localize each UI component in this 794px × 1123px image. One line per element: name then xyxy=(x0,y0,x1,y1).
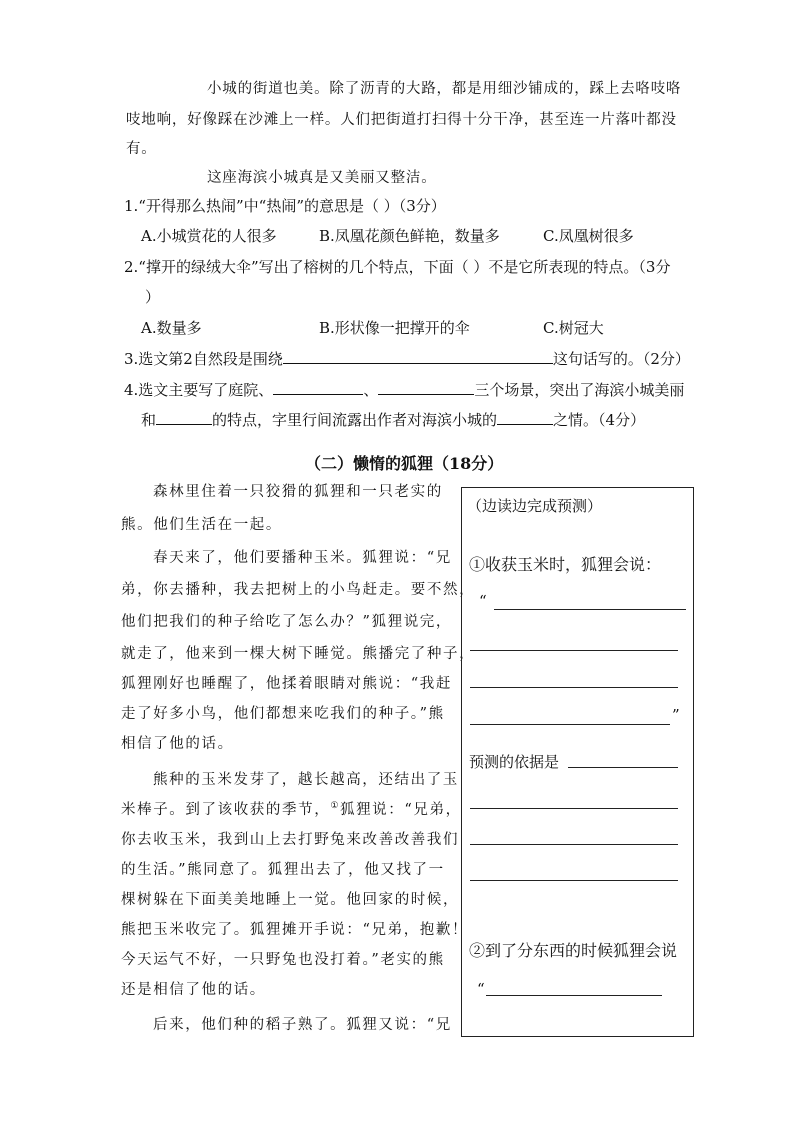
basis-line-4[interactable] xyxy=(470,880,678,881)
story-line-13: 的生活。”熊同意了。狐狸出去了，他又找了一 xyxy=(121,862,445,878)
answer-line-4[interactable] xyxy=(470,724,670,725)
passage1-line1: 小城的街道也美。除了沥青的大路，都是用细沙铺成的，踩上去咯吱咯 xyxy=(207,81,682,97)
story-line-16: 今天运气不好，一只野兔也没打着。”老实的熊 xyxy=(121,952,445,968)
q3-suffix: 这句话写的。（2分） xyxy=(552,350,690,368)
story-line-11 xyxy=(121,798,462,819)
q4-blank-1[interactable] xyxy=(273,380,363,395)
basis-line-2[interactable] xyxy=(470,808,678,809)
q1-option-c: C.凤凰树很多 xyxy=(543,227,634,245)
story-line-8: 走了好多小鸟，他们都想来吃我们的种子。”熊 xyxy=(121,706,445,722)
open-quote-1: “ xyxy=(479,592,487,610)
story-line-11-quote: 狐狸说：“兄弟， xyxy=(339,802,462,818)
open-quote-2: “ xyxy=(477,980,485,998)
story-line-6: 就走了，他来到一棵大树下睡觉。熊播完了种子， xyxy=(121,646,476,662)
passage1-line3: 有。 xyxy=(126,141,157,157)
story-line-18: 后来，他们种的稻子熟了。狐狸又说：“兄 xyxy=(153,1017,452,1033)
prediction-prompt-1: ①收获玉米时，狐狸会说： xyxy=(469,555,662,574)
question-4-line2 xyxy=(141,409,645,430)
q4-l2b: 的特点，字里行间流露出作者对海滨小城的 xyxy=(212,411,498,429)
passage1-line4: 这座海滨小城真是又美丽又整洁。 xyxy=(207,170,437,186)
story-line-17: 还是相信了他的话。 xyxy=(121,982,266,998)
story-line-10: 熊种的玉米发芽了，越长越高，还结出了玉 xyxy=(153,772,459,788)
q4-separator: 、 xyxy=(363,381,379,399)
answer-line-2[interactable] xyxy=(470,650,678,651)
q4-blank-4[interactable] xyxy=(497,410,553,425)
passage1-line2: 吱地响，好像踩在沙滩上一样。人们把街道打扫得十分干净，甚至连一片落叶都没 xyxy=(126,112,677,128)
prediction-marker-1: ① xyxy=(330,801,340,812)
story-line-12: 你去收玉米，我到山上去打野兔来改善改善我们 xyxy=(121,832,460,848)
q4-blank-3[interactable] xyxy=(156,410,212,425)
q4-mid: 三个场景，突出了海滨小城美丽 xyxy=(474,381,685,399)
q4-l2c: 之情。（4分） xyxy=(553,411,646,429)
close-quote-1: ” xyxy=(672,706,680,724)
question-4 xyxy=(124,379,684,400)
section-2-title: （二）懒惰的狐狸（18分） xyxy=(305,454,504,473)
answer-line-5[interactable] xyxy=(486,995,662,996)
prediction-box-header: （边读边完成预测） xyxy=(467,497,603,515)
answer-line-3[interactable] xyxy=(470,687,678,688)
story-line-1: 森林里住着一只狡猾的狐狸和一只老实的 xyxy=(153,484,443,500)
q3-answer-blank[interactable] xyxy=(283,349,553,364)
q2-option-a: A.数量多 xyxy=(141,319,202,337)
q2-option-c: C.树冠大 xyxy=(543,319,604,337)
story-line-9: 相信了他的话。 xyxy=(121,736,234,752)
story-line-2: 熊。他们生活在一起。 xyxy=(121,517,282,533)
question-2: 2.“撑开的绿绒大伞”写出了榕树的几个特点，下面（ ）不是它所表现的特点。（3分 xyxy=(124,258,671,276)
q1-option-b: B.凤凰花颜色鲜艳，数量多 xyxy=(319,227,500,245)
q4-blank-2[interactable] xyxy=(378,380,474,395)
q1-option-a: A.小城赏花的人很多 xyxy=(141,227,277,245)
question-3 xyxy=(124,348,690,369)
question-2-cont: ） xyxy=(145,288,161,306)
question-1: 1.“开得那么热闹”中“热闹”的意思是（ ）（3分） xyxy=(124,197,446,215)
prediction-basis-label: 预测的依据是 xyxy=(469,753,560,771)
story-line-3: 春天来了，他们要播种玉米。狐狸说：“兄 xyxy=(153,550,452,566)
answer-line-1[interactable] xyxy=(494,609,686,610)
basis-line-1[interactable] xyxy=(568,767,678,768)
q4-l2a: 和 xyxy=(141,411,157,429)
q2-option-b: B.形状像一把撑开的伞 xyxy=(319,319,470,337)
story-line-5: 他们把我们的种子给吃了怎么办？”狐狸说完， xyxy=(121,614,453,630)
q4-prefix: 4.选文主要写了庭院、 xyxy=(124,381,274,399)
story-line-11-text: 米棒子。到了该收获的季节， xyxy=(121,802,331,818)
basis-line-3[interactable] xyxy=(470,844,678,845)
prediction-prompt-2: ②到了分东西的时候狐狸会说 xyxy=(469,941,678,960)
story-line-4: 弟，你去播种，我去把树上的小鸟赶走。要不然， xyxy=(121,582,476,598)
q3-prefix: 3.选文第2自然段是围绕 xyxy=(124,350,283,368)
story-line-14: 棵树躲在下面美美地睡上一觉。他回家的时候， xyxy=(121,892,460,908)
story-line-15: 熊把玉米收完了。狐狸摊开手说：“兄弟，抱歉！ xyxy=(121,922,469,938)
story-line-7: 狐狸刚好也睡醒了，他揉着眼睛对熊说：“我赶 xyxy=(121,676,453,692)
